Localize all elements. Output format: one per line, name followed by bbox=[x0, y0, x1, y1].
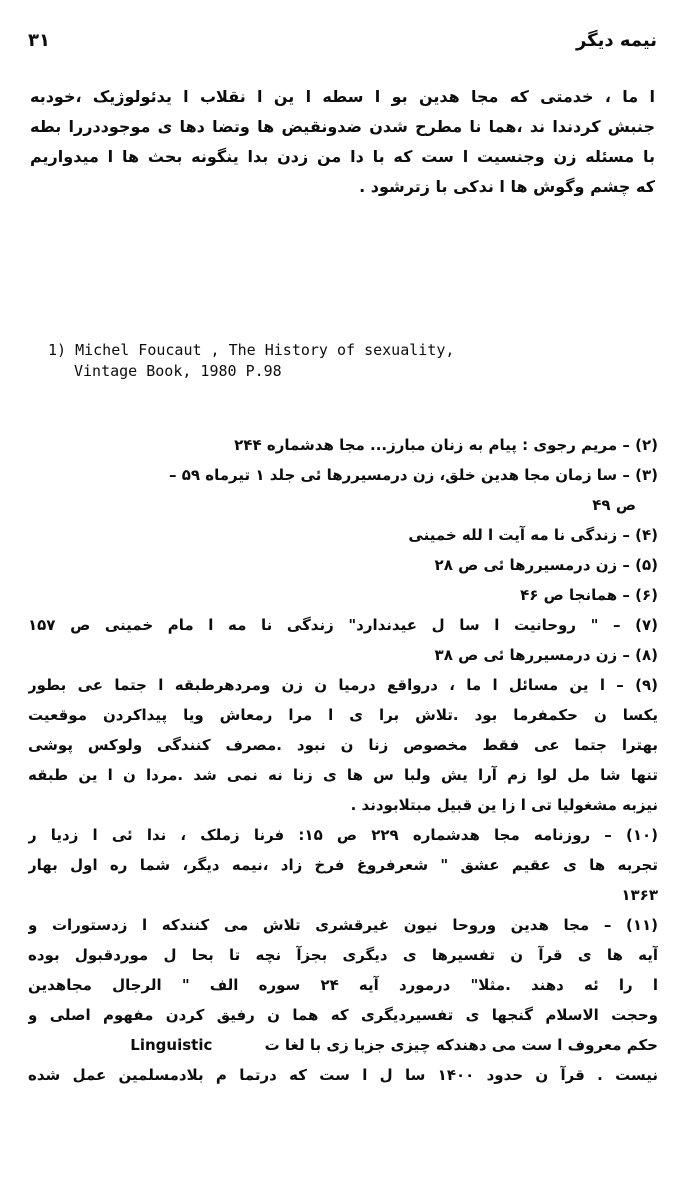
note-2: (۲) – مریم رجوی : پیام به زنان مبارز... مجا هدشماره ۲۴۴ bbox=[234, 436, 658, 454]
note-3: (۳) – سا زمان مجا هدین خلق، زن درمسیررها ئی جلد ۱ تیرماه ۵۹ – bbox=[169, 466, 658, 484]
note-11-line bbox=[28, 1030, 658, 1060]
note-9-line: بهترا جتما عی فقط مخصوص زنا ن نبود .مصرف کنندگی ولوکس پوشی bbox=[28, 736, 658, 754]
note-10-line: ۱۳۶۳ bbox=[621, 886, 658, 904]
page-header bbox=[28, 30, 657, 54]
note-10: (۱۰) – روزنامه مجا هدشماره ۲۲۹ ص ۱۵: فرنا زملک ، ندا ئی ا زدیا ر bbox=[28, 826, 658, 844]
english-footnote-line: Vintage Book, 1980 P.98 bbox=[74, 362, 282, 380]
note-3-continued: ص ۴۹ bbox=[592, 496, 636, 514]
note-6: (۶) – همانجا ص ۴۶ bbox=[520, 586, 658, 604]
intro-line: که چشم وگوش ها ا ندکی با زترشود . bbox=[359, 177, 655, 196]
note-11-line: ا را ئه دهند .مثلا" درمورد آیه ۲۴ سوره الف " الرجال مجاهدین bbox=[28, 976, 658, 994]
english-footnote-line: 1) Michel Foucaut , The History of sexuality, bbox=[48, 341, 455, 359]
note-7: (۷) – " روحانیت ا سا ل عیدندارد" زندگی نا مه ا مام خمینی ص ۱۵۷ bbox=[28, 616, 658, 634]
note-5: (۵) – زن درمسیررها ئی ص ۲۸ bbox=[434, 556, 658, 574]
intro-line: ا ما ، خدمتی که مجا هدین بو ا سطه ا ین ا نقلاب ا یدئولوژیک ،خودبه bbox=[30, 87, 655, 106]
note-8: (۸) – زن درمسیررها ئی ص ۳۸ bbox=[434, 646, 658, 664]
notes-list bbox=[28, 430, 658, 1090]
intro-paragraph bbox=[30, 82, 655, 202]
note-9-line: یکسا ن حکمفرما بود .تلاش برا ی ا مرا رمعاش ویا پیداکردن موقعیت bbox=[28, 706, 658, 724]
note-9-line: نیزبه مشغولیا تی ا زا ین قبیل مبتلابودند . bbox=[350, 796, 658, 814]
intro-line: با مسئله زن وجنسیت ا ست که با دا من زدن بدا ینگونه بحث ها ا میدواریم bbox=[30, 147, 655, 166]
note-10-line: تجربه ها ی عقیم عشق " شعرفروغ فرخ زاد ،نیمه دیگر، شما ره اول بهار bbox=[28, 856, 658, 874]
intro-line: جنبش کردندا ند ،هما نا مطرح شدن ضدونقیض ها وتضا دها ی موجوددررا بطه bbox=[30, 117, 655, 136]
note-11-line: آیه ها ی قرآ ن تفسیرها ی دیگری بجزآ نچه تا بحا ل موردقبول بوده bbox=[28, 946, 658, 964]
note-9: (۹) – ا ین مسائل ا ما ، درواقع درمیا ن زن ومردهرطبقه ا جتما عی بطور bbox=[28, 676, 658, 694]
note-11: (۱۱) – مجا هدین وروحا نیون غیرقشری تلاش می کنندکه ا زدستورات و bbox=[28, 916, 658, 934]
page-number: ۳۱ bbox=[28, 30, 50, 51]
english-footnote bbox=[48, 340, 628, 382]
note-11-line: وحجت الاسلام گنجها ی تفسیردیگری که هما ن رفیق کردن مفهوم اصلی و bbox=[28, 1006, 658, 1024]
note-9-line: تنها شا مل لوا زم آرا یش ولبا س ها ی زنا نه نمی شد .مردا ن ا ین طبقه bbox=[28, 766, 658, 784]
note-11-text: حکم معروف ا ست می دهندکه چیزی جزبا زی با لغا ت bbox=[264, 1036, 658, 1054]
running-head: نیمه دیگر bbox=[575, 30, 657, 51]
inline-latin-word: Linguistic bbox=[130, 1036, 213, 1054]
note-11-line: نیست . قرآ ن حدود ۱۴۰۰ سا ل ا ست که درتما م بلادمسلمین عمل شده bbox=[28, 1066, 658, 1084]
note-4: (۴) – زندگی نا مه آیت ا لله خمینی bbox=[408, 526, 658, 544]
